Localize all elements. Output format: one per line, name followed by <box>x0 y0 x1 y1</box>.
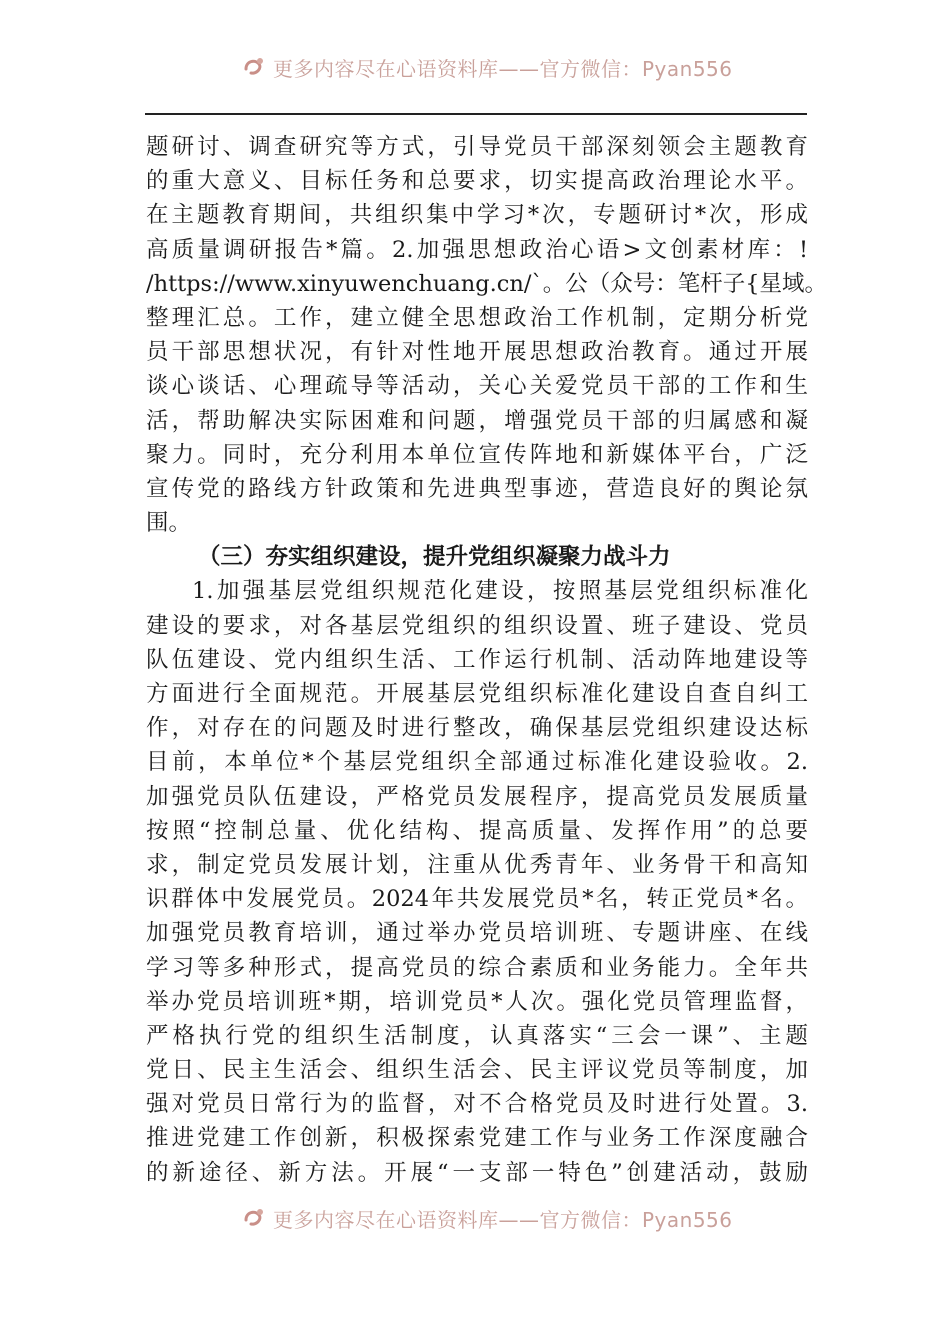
body-line: 队伍建设、党内组织生活、工作运行机制、活动阵地建设等 <box>146 646 808 673</box>
brand-logo-icon <box>243 1206 267 1230</box>
body-line: 举办党员培训班*期，培训党员*人次。强化党员管理监督， <box>146 988 808 1015</box>
document-body <box>146 130 828 1190</box>
body-line: 1.加强基层党组织规范化建设，按照基层党组织标准化 <box>192 578 808 605</box>
body-line: 强对党员日常行为的监督，对不合格党员及时进行处置。3. <box>146 1091 808 1118</box>
body-line: 聚力。同时，充分利用本单位宣传阵地和新媒体平台，广泛 <box>146 441 808 468</box>
section-heading: （三）夯实组织建设，提升党组织凝聚力战斗力 <box>198 544 671 571</box>
body-line: 谈心谈话、心理疏导等活动，关心关爱党员干部的工作和生 <box>146 373 808 400</box>
watermark-text: 更多内容尽在心语资料库——官方微信：Pyan556 <box>273 1207 733 1232</box>
body-line: 方面进行全面规范。开展基层党组织标准化建设自查自纠工 <box>146 681 808 707</box>
header-rule <box>145 113 807 115</box>
body-line: 员干部思想状况，有针对性地开展思想政治教育。通过开展 <box>146 339 808 366</box>
body-line: 学习等多种形式，提高党员的综合素质和业务能力。全年共 <box>146 954 808 981</box>
body-line: 高质量调研报告*篇。2.加强思想政治心语>文创素材库：! <box>146 236 808 263</box>
footer-watermark <box>243 1203 733 1233</box>
body-line: /https://www.xinyuwenchuang.cn/`。公（众号：笔杆子{星域。 <box>146 270 828 297</box>
body-line: 围。 <box>146 510 192 537</box>
page-header <box>0 52 950 88</box>
body-line: 按照“控制总量、优化结构、提高质量、发挥作用”的总要 <box>146 817 808 844</box>
body-line: 加强党员教育培训，通过举办党员培训班、专题讲座、在线 <box>146 920 808 947</box>
body-line: 整理汇总。工作，建立健全思想政治工作机制，定期分析党 <box>146 304 808 331</box>
body-line: 题研讨、调查研究等方式，引导党员干部深刻领会主题教育 <box>146 134 808 160</box>
body-line: 加强党员队伍建设，严格党员发展程序，提高党员发展质量 <box>146 783 808 810</box>
body-line: 在主题教育期间，共组织集中学习*次，专题研讨*次，形成 <box>146 202 808 229</box>
body-line: 党日、民主生活会、组织生活会、民主评议党员等制度，加 <box>146 1057 808 1084</box>
body-line: 宣传党的路线方针政策和先进典型事迹，营造良好的舆论氛 <box>146 475 808 502</box>
body-line: 的新途径、新方法。开展“一支部一特色”创建活动，鼓励 <box>146 1159 808 1186</box>
body-line: 建设的要求，对各基层党组织的组织设置、班子建设、党员 <box>146 612 808 639</box>
brand-logo-icon <box>243 55 267 79</box>
watermark-text: 更多内容尽在心语资料库——官方微信：Pyan556 <box>273 56 733 81</box>
body-line: 目前，本单位*个基层党组织全部通过标准化建设验收。2. <box>146 749 808 776</box>
body-line: 作，对存在的问题及时进行整改，确保基层党组织建设达标 <box>146 715 808 742</box>
body-line: 识群体中发展党员。2024年共发展党员*名，转正党员*名。 <box>146 886 808 913</box>
body-line: 推进党建工作创新，积极探索党建工作与业务工作深度融合 <box>146 1125 808 1152</box>
body-line: 活，帮助解决实际困难和问题，增强党员干部的归属感和凝 <box>146 407 808 434</box>
header-watermark <box>243 52 733 82</box>
body-line: 严格执行党的组织生活制度，认真落实“三会一课”、主题 <box>146 1022 808 1049</box>
body-line: 求，制定党员发展计划，注重从优秀青年、业务骨干和高知 <box>146 851 808 878</box>
body-line: 的重大意义、目标任务和总要求，切实提高政治理论水平。 <box>146 168 808 195</box>
